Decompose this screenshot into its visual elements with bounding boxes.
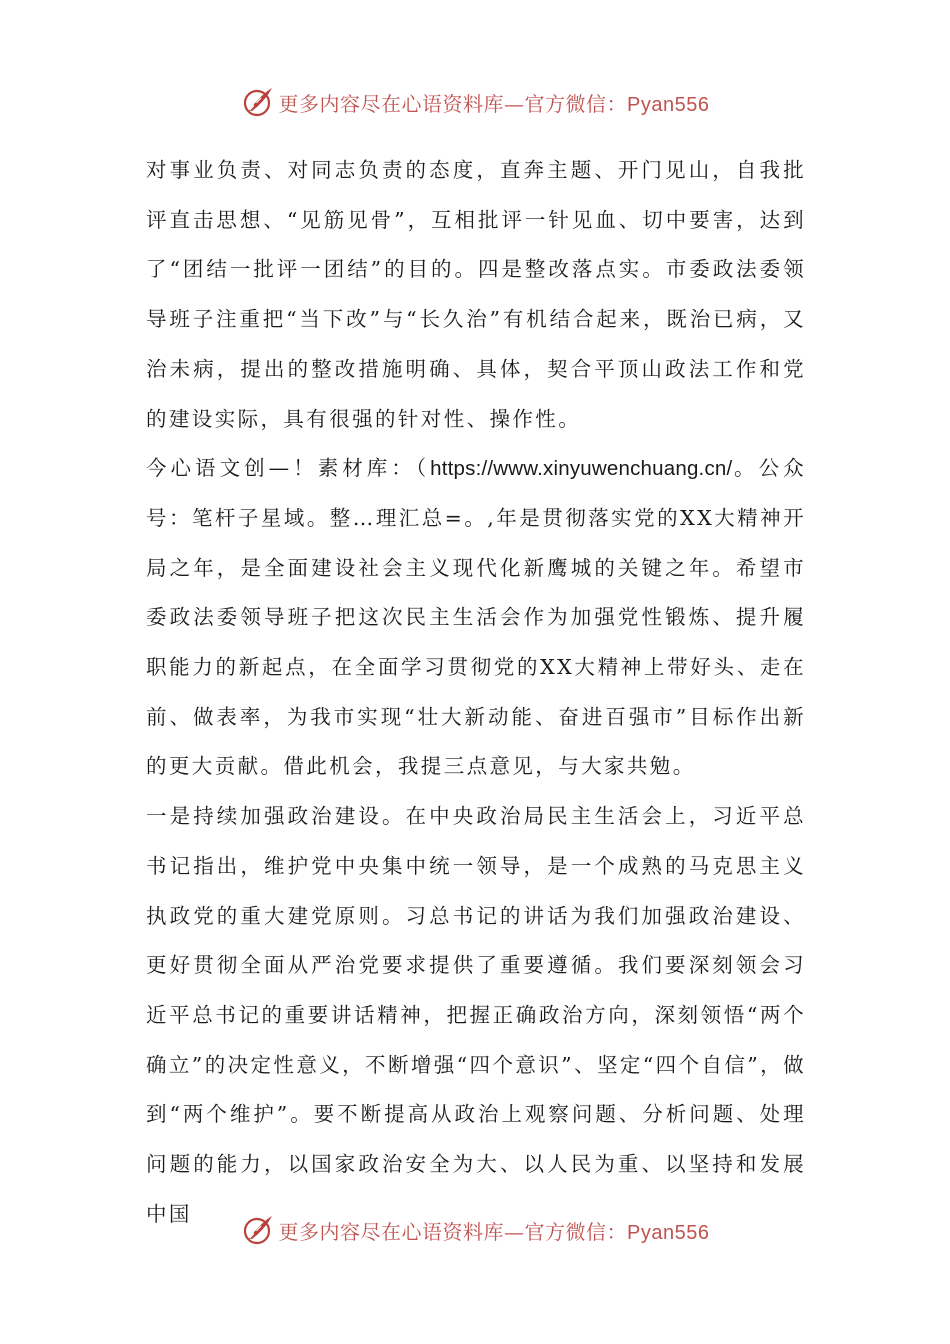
paragraph-3: 一是持续加强政治建设。在中央政治局民主生活会上，习近平总书记指出，维护党中央集中统一领导，是一个成熟的马克思主义执政党的重大建党原则。习总书记的讲话为我们加强政治建设、更好贯彻全面从严治党要求提供了重要遵循。我们要深刻领会习近平总书记的重要讲话精神，把握正确政治方向，深刻领悟“两个确立”的决定性意义，不断增强“四个意识”、坚定“四个自信”，做到“两个维护”。要不断提高从政治上观察问题、分析问题、处理问题的能力，以国家政治安全为大、以人民为重、以坚持和发展中国 bbox=[146, 804, 806, 1226]
paragraph-1: 对事业负责、对同志负责的态度，直奔主题、开门见山，自我批评直击思想、“见筋见骨”，互相批评一针见血、切中要害，达到了“团结一批评一团结”的目的。四是整改落点实。市委政法委领导班子注重把“当下改”与“长久治”有机结合起来，既治已病，又治未病，提出的整改措施明确、具体，契合平顶山政法工作和党的建设实际，具有很强的针对性、操作性。 bbox=[146, 158, 806, 431]
paragraph-2: 今心语文创—！素材库：（https://www.xinyuwenchuang.cn/。公众号：笔杆子星域。整…理汇总=。,年是贯彻落实党的XX大精神开局之年，是全面建设社会主义现代化新鹰城的关键之年。希望市委政法委领导班子把这次民主生活会作为加强党性锻炼、提升履职能力的新起点，在全面学习贯彻党的XX大精神上带好头、走在前、做表率，为我市实现“壮大新动能、奋进百强市”目标作出新的更大贡献。借此机会，我提三点意见，与大家共勉。 bbox=[146, 456, 806, 779]
header-banner bbox=[0, 80, 950, 124]
banner-text: 更多内容尽在心语资料库—官方微信：Pyan556 bbox=[278, 91, 710, 116]
document-body bbox=[146, 146, 806, 1239]
footer-banner bbox=[0, 1208, 950, 1252]
source-link[interactable]: https://www.xinyuwenchuang.cn/ bbox=[430, 457, 733, 481]
feather-pen-icon bbox=[241, 85, 275, 119]
feather-pen-icon bbox=[241, 1213, 275, 1247]
banner-text: 更多内容尽在心语资料库—官方微信：Pyan556 bbox=[278, 1219, 710, 1244]
